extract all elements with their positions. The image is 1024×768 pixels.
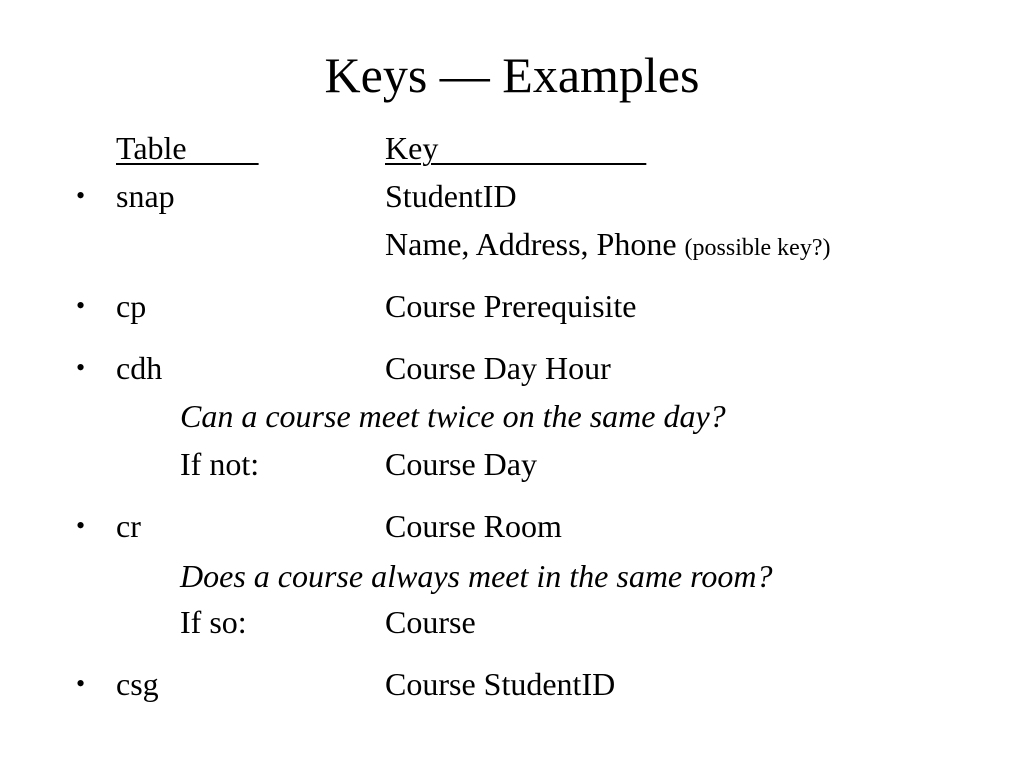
alt-key-snap-note: (possible key?) bbox=[684, 235, 831, 261]
key-snap: StudentID bbox=[385, 178, 517, 214]
condition-label-cr: If so: bbox=[180, 604, 247, 640]
alt-key-snap bbox=[385, 228, 830, 260]
question-cr: Does a course always meet in the same room? bbox=[180, 558, 773, 594]
bullet-cp: • bbox=[76, 291, 86, 320]
key-csg: Course StudentID bbox=[385, 666, 616, 702]
table-name-snap: snap bbox=[116, 178, 175, 214]
key-cdh: Course Day Hour bbox=[385, 350, 611, 386]
bullet-cr: • bbox=[76, 511, 86, 540]
bullet-cdh: • bbox=[76, 353, 86, 382]
header-table: Table bbox=[116, 130, 259, 166]
header-key: Key bbox=[385, 130, 647, 166]
condition-key-cr: Course bbox=[385, 604, 476, 640]
table-name-cr: cr bbox=[116, 508, 141, 544]
question-cdh: Can a course meet twice on the same day? bbox=[180, 398, 726, 434]
table-name-cp: cp bbox=[116, 288, 147, 324]
condition-key-cdh: Course Day bbox=[385, 446, 537, 482]
table-name-csg: csg bbox=[116, 666, 159, 702]
bullet-snap: • bbox=[76, 181, 86, 210]
key-cr: Course Room bbox=[385, 508, 562, 544]
condition-label-cdh: If not: bbox=[180, 446, 260, 482]
bullet-csg: • bbox=[76, 669, 86, 698]
slide-title: Keys — Examples bbox=[324, 47, 700, 103]
alt-key-snap-text: Name, Address, Phone bbox=[385, 226, 677, 262]
table-name-cdh: cdh bbox=[116, 350, 163, 386]
key-cp: Course Prerequisite bbox=[385, 288, 637, 324]
